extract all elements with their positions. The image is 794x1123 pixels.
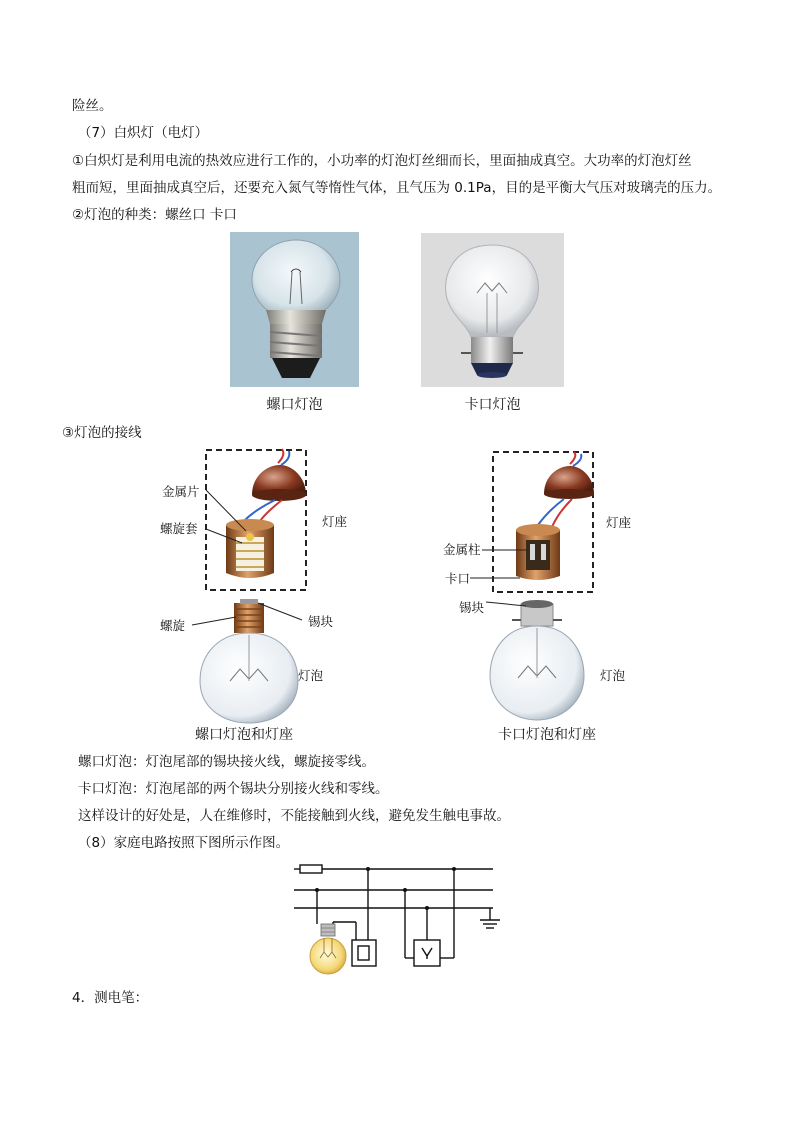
label-bulb: 灯泡 [298, 668, 324, 683]
bayonet-bulb-image [421, 233, 564, 387]
screw-diagram-caption: 螺口灯泡和灯座 [195, 727, 293, 743]
text-line-fuse: 险丝。 [72, 98, 113, 114]
screw-bulb-image [230, 232, 359, 387]
label-screw-sleeve: 螺旋套 [160, 521, 198, 536]
bayonet-diagram-caption: 卡口灯泡和灯座 [498, 727, 596, 743]
label-tin-block: 锡块 [308, 614, 334, 629]
bayonet-bulb-wiring-text: 卡口灯泡：灯泡尾部的两个锡块分别接火线和零线。 [78, 781, 389, 797]
safety-benefit-text: 这样设计的好处是，人在维修时，不能接触到火线，避免发生触电事故。 [78, 808, 510, 824]
heading-incandescent-lamp: （7）白炽灯（电灯） [78, 125, 209, 141]
household-circuit-diagram [290, 858, 510, 983]
label-socket: 灯座 [606, 515, 632, 530]
paragraph-line: 粗而短，里面抽成真空后，还要充入氮气等惰性气体，且气压为 0.1Pa，目的是平衡大气压对玻璃壳的压力。 [72, 180, 722, 196]
label-tin-block: 锡块 [459, 600, 485, 615]
label-metal-post: 金属柱 [443, 542, 481, 557]
bayonet-bulb-photo [421, 233, 564, 387]
household-circuit-heading: （8）家庭电路按照下图所示作图。 [78, 835, 290, 851]
label-spiral: 螺旋 [160, 618, 186, 633]
test-pen-heading: 4．测电笔： [72, 990, 149, 1006]
paragraph-line: ①白炽灯是利用电流的热效应进行工作的，小功率的灯泡灯丝细而长，里面抽成真空。大功率的灯泡灯丝 [72, 153, 692, 169]
screw-bulb-photo [230, 232, 359, 387]
screw-bulb-wiring-text: 螺口灯泡：灯泡尾部的锡块接火线，螺旋接零线。 [78, 754, 375, 770]
bulb-wiring-heading: ③灯泡的接线 [62, 425, 142, 441]
label-bayonet: 卡口 [445, 571, 471, 586]
label-metal-piece: 金属片 [162, 484, 200, 499]
label-socket: 灯座 [322, 514, 348, 529]
label-bulb: 灯泡 [600, 668, 626, 683]
bulb-types-line: ②灯泡的种类：螺丝口 卡口 [72, 207, 237, 223]
bayonet-bulb-caption: 卡口灯泡 [464, 397, 521, 413]
screw-bulb-caption: 螺口灯泡 [266, 397, 323, 413]
